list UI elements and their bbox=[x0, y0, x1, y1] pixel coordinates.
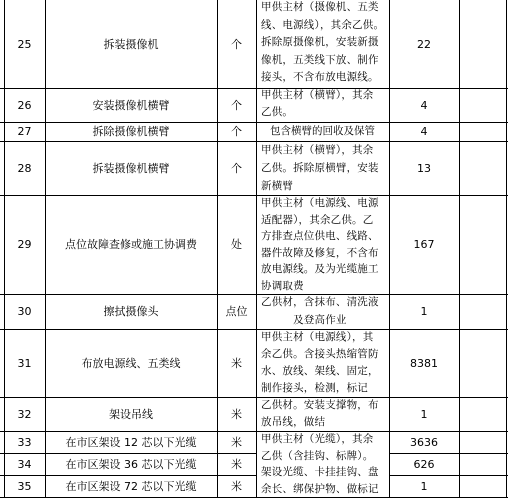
quantity: 8381 bbox=[410, 356, 438, 370]
row-number: 34 bbox=[17, 457, 32, 471]
row-number: 25 bbox=[17, 37, 32, 51]
row-number: 30 bbox=[17, 305, 32, 318]
merged-description: 甲供主材（光缆），其余 乙供（含挂钩、标牌）。 架设光缆、卡挂挂钩、盘 余长、绑保护物、做标记 bbox=[261, 433, 379, 495]
row-number: 31 bbox=[17, 356, 32, 370]
item-description: 甲供主材（电源线、电源 适配器），其余乙供。乙 方排查点位供电、线路、 器件故障及修复，不含布 放电源线。及为光缆施工 协调取费 bbox=[261, 197, 379, 292]
item-description: 甲供主材（横臂），其余 乙供。 bbox=[261, 89, 374, 118]
row-border bbox=[0, 497, 508, 498]
row-number: 32 bbox=[17, 407, 32, 421]
row-number: 27 bbox=[17, 125, 32, 138]
quantity: 3636 bbox=[410, 435, 438, 449]
item-name: 拆装摄像机横臂 bbox=[92, 161, 170, 175]
item-description: 甲供主材（摄像机、五类 线、电源线），其余乙供。 拆除原摄像机，安装新摄 像机，五类线下放、制作 接头，不含布放电源线。 bbox=[261, 1, 385, 84]
item-description: 甲供主材（电源线），其 余乙供。含接头热缩管防 水、放线、架线、固定， 制作接头，检测，标记 bbox=[261, 331, 379, 394]
item-name: 架设吊线 bbox=[109, 407, 153, 421]
row-number: 33 bbox=[17, 435, 32, 449]
quantity: 1 bbox=[420, 407, 428, 421]
row-number: 26 bbox=[17, 98, 32, 112]
row-number: 29 bbox=[17, 238, 32, 251]
item-name: 在市区架设 36 芯以下光缆 bbox=[65, 457, 197, 471]
unit: 个 bbox=[231, 161, 242, 175]
col-border bbox=[459, 0, 460, 498]
item-name: 拆装摄像机 bbox=[103, 37, 159, 51]
quantity: 4 bbox=[420, 98, 428, 112]
quantity: 1 bbox=[420, 479, 428, 493]
unit: 处 bbox=[231, 238, 242, 251]
item-description: 包含横臂的回收及保管 bbox=[270, 125, 375, 137]
item-name: 拆除摄像机横臂 bbox=[92, 125, 170, 138]
item-description: 乙供材，含抹布、清洗液 及登高作业 bbox=[261, 296, 379, 326]
unit: 点位 bbox=[225, 305, 248, 318]
unit: 米 bbox=[231, 435, 242, 449]
unit: 个 bbox=[231, 37, 242, 51]
quantity: 4 bbox=[420, 125, 428, 138]
quantity: 626 bbox=[413, 457, 435, 471]
unit: 米 bbox=[231, 479, 242, 493]
item-name: 在市区架设 12 芯以下光缆 bbox=[65, 435, 197, 449]
unit: 个 bbox=[231, 125, 242, 138]
row-number: 35 bbox=[17, 479, 32, 493]
col-border bbox=[256, 0, 257, 498]
col-border bbox=[506, 0, 507, 498]
quantity: 1 bbox=[420, 305, 428, 318]
item-name: 擦拭摄像头 bbox=[103, 305, 159, 318]
item-description: 甲供主材（横臂），其余 乙供。拆除原横臂，安装 新横臂 bbox=[261, 144, 379, 192]
unit: 米 bbox=[231, 407, 242, 421]
item-description: 乙供材。安装支撑物，布 放吊线，做结 bbox=[261, 399, 379, 428]
item-name: 安装摄像机横臂 bbox=[92, 98, 170, 112]
quantity: 22 bbox=[417, 37, 431, 51]
quantity: 167 bbox=[413, 238, 435, 251]
unit: 个 bbox=[231, 98, 242, 112]
unit: 米 bbox=[231, 356, 242, 370]
unit: 米 bbox=[231, 457, 242, 471]
quantity: 13 bbox=[417, 161, 431, 175]
item-name: 布放电源线、五类线 bbox=[81, 356, 181, 370]
row-number: 28 bbox=[17, 161, 32, 175]
item-name: 在市区架设 72 芯以下光缆 bbox=[65, 479, 197, 493]
item-name: 点位故障查修或施工协调费 bbox=[65, 238, 197, 251]
